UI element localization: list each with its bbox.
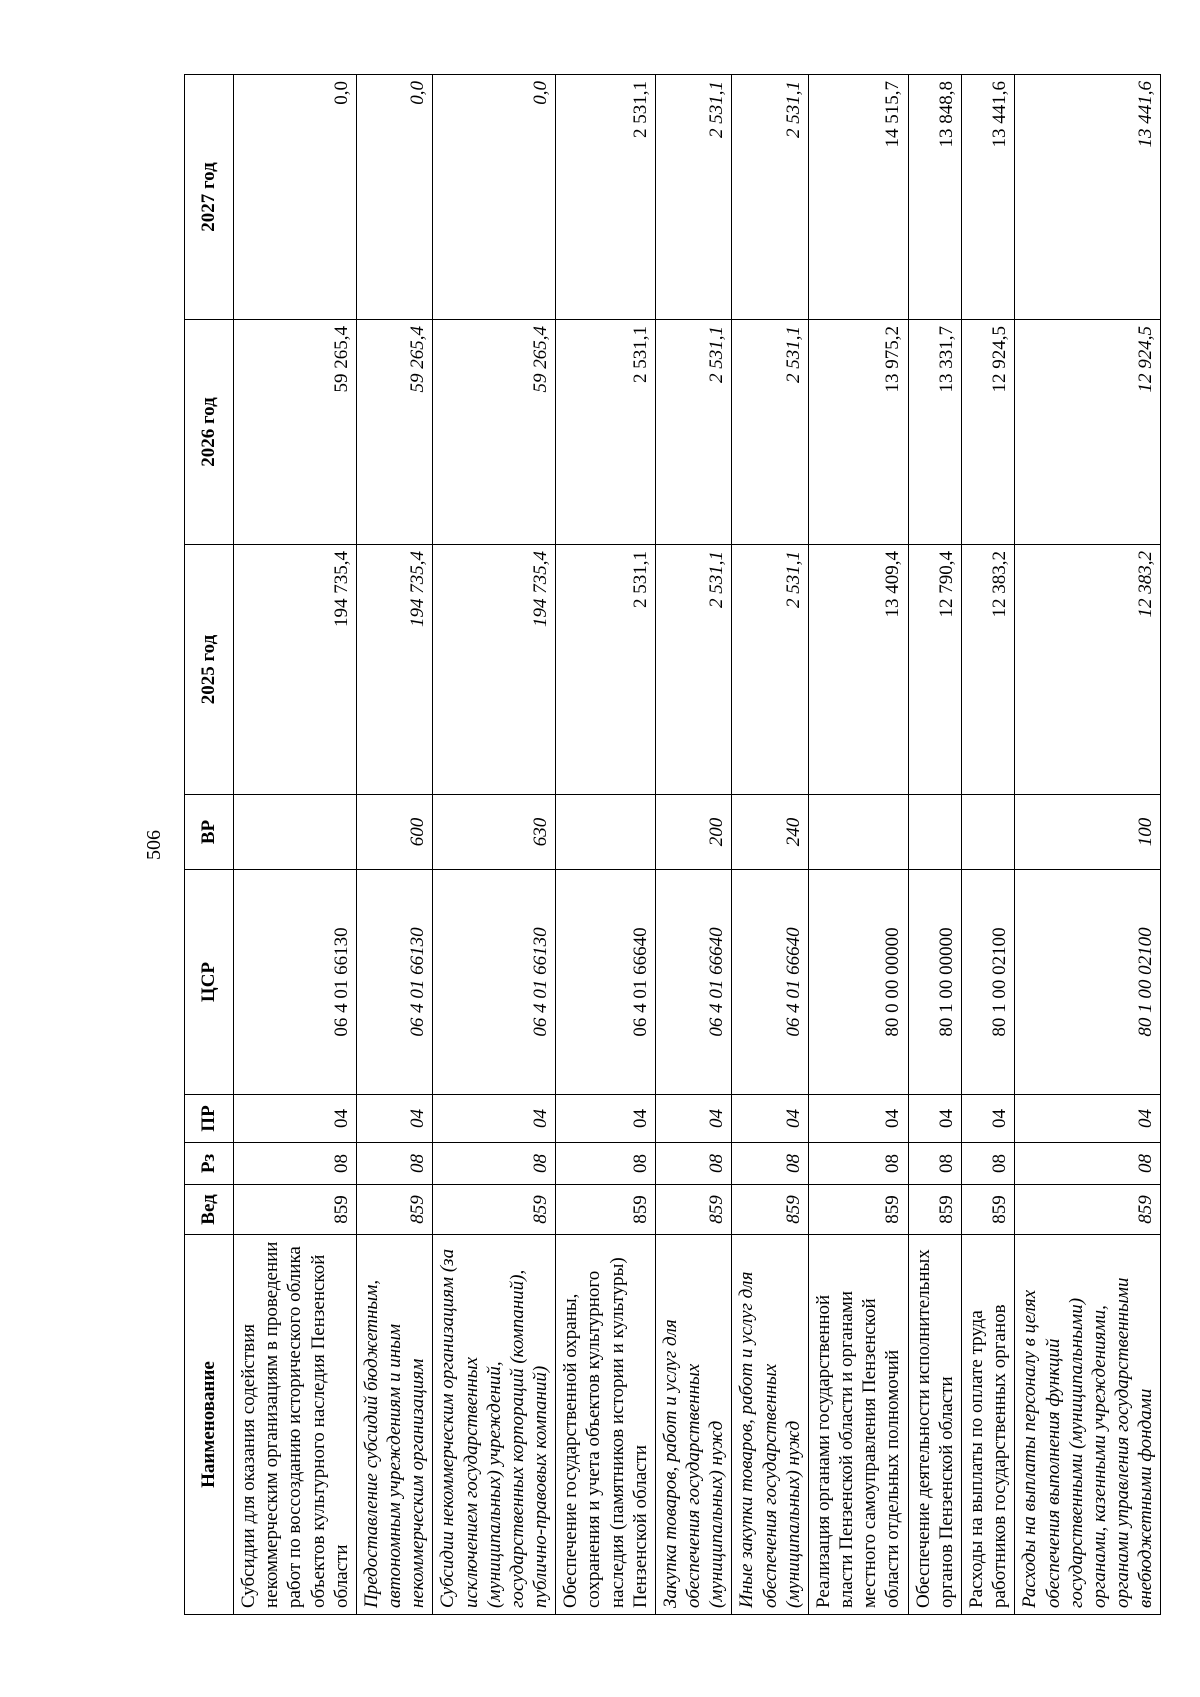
row-2025: 2 531,1 (732, 545, 809, 795)
table-row (908, 75, 961, 1615)
row-2025: 12 383,2 (1015, 545, 1161, 795)
row-ved: 859 (908, 1185, 961, 1235)
row-ved: 859 (655, 1185, 732, 1235)
row-2025: 194 735,4 (234, 545, 357, 795)
row-rz: 08 (356, 1143, 433, 1185)
row-pr: 04 (732, 1095, 809, 1143)
row-csr: 80 1 00 00000 (908, 870, 961, 1095)
row-2025: 194 735,4 (356, 545, 433, 795)
table-row (655, 75, 732, 1615)
row-pr: 04 (234, 1095, 357, 1143)
row-vr (961, 795, 1014, 870)
row-csr: 06 4 01 66640 (556, 870, 656, 1095)
row-csr: 80 1 00 02100 (961, 870, 1014, 1095)
row-rz: 08 (1015, 1143, 1161, 1185)
table-row (732, 75, 809, 1615)
row-2026: 2 531,1 (732, 320, 809, 545)
row-ved: 859 (1015, 1185, 1161, 1235)
row-csr: 80 0 00 00000 (808, 870, 908, 1095)
row-vr: 200 (655, 795, 732, 870)
row-2026: 59 265,4 (234, 320, 357, 545)
row-ved: 859 (556, 1185, 656, 1235)
header-pr: ПР (185, 1095, 234, 1143)
row-vr (556, 795, 656, 870)
row-pr: 04 (655, 1095, 732, 1143)
row-rz: 08 (732, 1143, 809, 1185)
row-csr: 06 4 01 66640 (732, 870, 809, 1095)
row-2027: 2 531,1 (732, 75, 809, 320)
header-rz: Рз (185, 1143, 234, 1185)
row-name: Обеспечение деятельности исполнительных органов Пензенской области (908, 1235, 961, 1615)
row-ved: 859 (356, 1185, 433, 1235)
row-csr: 06 4 01 66640 (655, 870, 732, 1095)
row-2026: 12 924,5 (961, 320, 1014, 545)
page-number: 506 (143, 830, 165, 860)
row-ved: 859 (732, 1185, 809, 1235)
row-vr: 600 (356, 795, 433, 870)
row-2026: 59 265,4 (356, 320, 433, 545)
row-2026: 13 331,7 (908, 320, 961, 545)
row-2025: 194 735,4 (433, 545, 556, 795)
row-2025: 2 531,1 (655, 545, 732, 795)
header-vr: ВР (185, 795, 234, 870)
rotated-page-content (134, 75, 1157, 1615)
row-name: Закупка товаров, работ и услуг для обеспечения государственных (муниципальных) нужд (655, 1235, 732, 1615)
row-name: Реализация органами государственной власти Пензенской области и органами местного самоуправления Пензенской области отдельных полномочий (808, 1235, 908, 1615)
row-vr (808, 795, 908, 870)
row-2025: 13 409,4 (808, 545, 908, 795)
row-2026: 12 924,5 (1015, 320, 1161, 545)
table-row (961, 75, 1014, 1615)
row-rz: 08 (908, 1143, 961, 1185)
row-ved: 859 (808, 1185, 908, 1235)
row-csr: 06 4 01 66130 (356, 870, 433, 1095)
row-vr (234, 795, 357, 870)
header-2025: 2025 год (185, 545, 234, 795)
row-rz: 08 (808, 1143, 908, 1185)
row-csr: 06 4 01 66130 (234, 870, 357, 1095)
row-2027: 2 531,1 (655, 75, 732, 320)
row-name: Предоставление субсидий бюджетным, автономным учреждениям и иным некоммерческим организациям (356, 1235, 433, 1615)
row-2027: 0,0 (234, 75, 357, 320)
row-vr: 100 (1015, 795, 1161, 870)
row-name: Расходы на выплаты персоналу в целях обеспечения выполнения функций государственными (муниципальными) органами, казенными учреждениями, органами управления государственными внебюджетными фондами (1015, 1235, 1161, 1615)
row-2026: 13 975,2 (808, 320, 908, 545)
budget-table (184, 74, 1161, 1615)
row-rz: 08 (556, 1143, 656, 1185)
row-vr (908, 795, 961, 870)
header-ved: Вед (185, 1185, 234, 1235)
row-2026: 2 531,1 (556, 320, 656, 545)
row-pr: 04 (556, 1095, 656, 1143)
row-ved: 859 (234, 1185, 357, 1235)
row-ved: 859 (961, 1185, 1014, 1235)
row-2027: 13 848,8 (908, 75, 961, 320)
header-2026: 2026 год (185, 320, 234, 545)
row-2027: 13 441,6 (961, 75, 1014, 320)
row-name: Субсидии некоммерческим организациям (за исключением государственных (муниципальных) учреждений, государственных корпораций (компаний), публично-правовых компаний) (433, 1235, 556, 1615)
table-row (1015, 75, 1161, 1615)
row-pr: 04 (908, 1095, 961, 1143)
row-csr: 80 1 00 02100 (1015, 870, 1161, 1095)
header-name: Наименование (185, 1235, 234, 1615)
table-row (808, 75, 908, 1615)
table-row (556, 75, 656, 1615)
row-2027: 2 531,1 (556, 75, 656, 320)
row-rz: 08 (961, 1143, 1014, 1185)
row-rz: 08 (433, 1143, 556, 1185)
row-name: Иные закупки товаров, работ и услуг для обеспечения государственных (муниципальных) нужд (732, 1235, 809, 1615)
row-name: Обеспечение государственной охраны, сохранения и учета объектов культурного наследия (памятников истории и культуры) Пензенской области (556, 1235, 656, 1615)
row-csr: 06 4 01 66130 (433, 870, 556, 1095)
row-pr: 04 (1015, 1095, 1161, 1143)
row-ved: 859 (433, 1185, 556, 1235)
row-2026: 59 265,4 (433, 320, 556, 545)
header-2027: 2027 год (185, 75, 234, 320)
row-vr: 240 (732, 795, 809, 870)
row-2025: 12 383,2 (961, 545, 1014, 795)
row-2027: 0,0 (356, 75, 433, 320)
row-rz: 08 (234, 1143, 357, 1185)
table-header-row (185, 75, 234, 1615)
row-2027: 14 515,7 (808, 75, 908, 320)
row-2025: 2 531,1 (556, 545, 656, 795)
row-rz: 08 (655, 1143, 732, 1185)
table-row (356, 75, 433, 1615)
table-row (234, 75, 357, 1615)
header-csr: ЦСР (185, 870, 234, 1095)
row-vr: 630 (433, 795, 556, 870)
row-name: Расходы на выплаты по оплате труда работников государственных органов (961, 1235, 1014, 1615)
row-2025: 12 790,4 (908, 545, 961, 795)
row-2027: 13 441,6 (1015, 75, 1161, 320)
row-2026: 2 531,1 (655, 320, 732, 545)
table-row (433, 75, 556, 1615)
row-pr: 04 (433, 1095, 556, 1143)
row-pr: 04 (356, 1095, 433, 1143)
row-pr: 04 (961, 1095, 1014, 1143)
row-2027: 0,0 (433, 75, 556, 320)
row-name: Субсидии для оказания содействия некоммерческим организациям в проведении работ по воссозданию исторического облика объектов культурного наследия Пензенской области (234, 1235, 357, 1615)
row-pr: 04 (808, 1095, 908, 1143)
